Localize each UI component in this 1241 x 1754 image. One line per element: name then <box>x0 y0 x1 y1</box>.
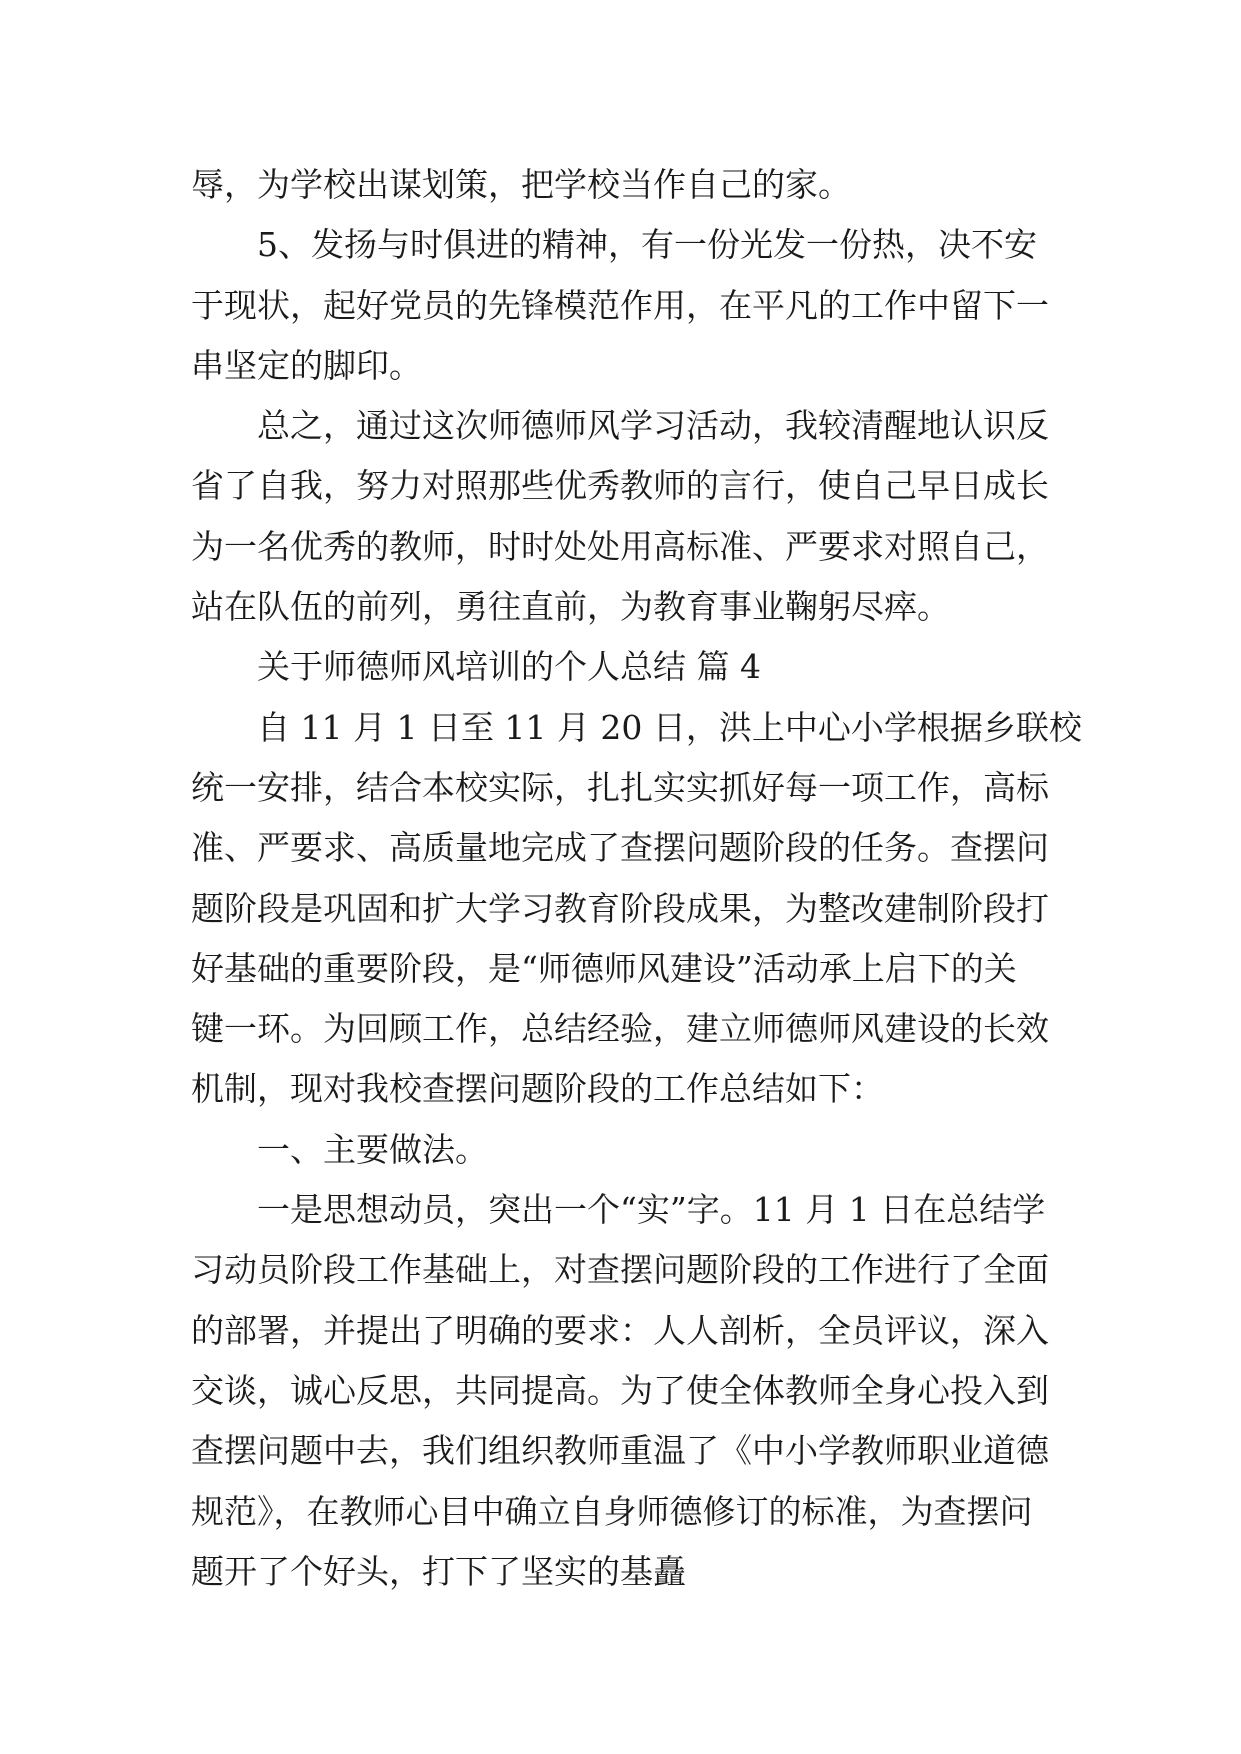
text-line: 机制，现对我校查摆问题阶段的工作总结如下： <box>191 1069 884 1109</box>
text-line: 辱，为学校出谋划策，把学校当作自己的家。 <box>191 165 851 204</box>
text-line: 串坚定的脚印。 <box>191 345 422 385</box>
text-line: 查摆问题中去，我们组织教师重温了《中小学教师职业道德 <box>191 1431 1049 1471</box>
text-line: 总之，通过这次师德师风学习活动，我较清醒地认识反 <box>257 406 1049 446</box>
text-line: 规范》，在教师心目中确立自身师德修订的标准，为查摆问 <box>191 1491 1033 1531</box>
text-line: 为一名优秀的教师，时时处处用高标准、严要求对照自己， <box>191 526 1049 566</box>
text-line: 于现状，起好党员的先锋模范作用，在平凡的工作中留下一 <box>191 285 1049 325</box>
text-line: 准、严要求、高质量地完成了查摆问题阶段的任务。查摆问 <box>191 828 1049 868</box>
text-line: 的部署，并提出了明确的要求：人人剖析，全员评议，深入 <box>191 1310 1049 1350</box>
text-line: 站在队伍的前列，勇往直前，为教育事业鞠躬尽瘁。 <box>191 587 950 627</box>
text-line: 统一安排，结合本校实际，扎扎实实抓好每一项工作，高标 <box>191 767 1049 807</box>
text-line: 省了自我，努力对照那些优秀教师的言行，使自己早日成长 <box>191 466 1049 506</box>
text-line: 一是思想动员，突出一个“实”字。11 月 1 日在总结学 <box>257 1190 1046 1230</box>
text-line: 题开了个好头，打下了坚实的基矗 <box>191 1551 686 1591</box>
text-line: 题阶段是巩固和扩大学习教育阶段成果，为整改建制阶段打 <box>191 888 1049 928</box>
text-line: 键一环。为回顾工作，总结经验，建立师德师风建设的长效 <box>191 1009 1049 1049</box>
text-line: 习动员阶段工作基础上，对查摆问题阶段的工作进行了全面 <box>191 1250 1049 1290</box>
text-line: 一、主要做法。 <box>257 1129 488 1169</box>
text-line: 好基础的重要阶段，是“师德师风建设”活动承上启下的关 <box>191 948 1017 988</box>
text-line: 自 11 月 1 日至 11 月 20 日，洪上中心小学根据乡联校 <box>257 707 1082 747</box>
text-line: 5、发扬与时俱进的精神，有一份光发一份热，决不安 <box>257 225 1037 265</box>
section-heading: 关于师德师风培训的个人总结 篇 4 <box>257 647 761 687</box>
document-body <box>191 155 1082 1602</box>
text-line: 交谈，诚心反思，共同提高。为了使全体教师全身心投入到 <box>191 1370 1049 1410</box>
